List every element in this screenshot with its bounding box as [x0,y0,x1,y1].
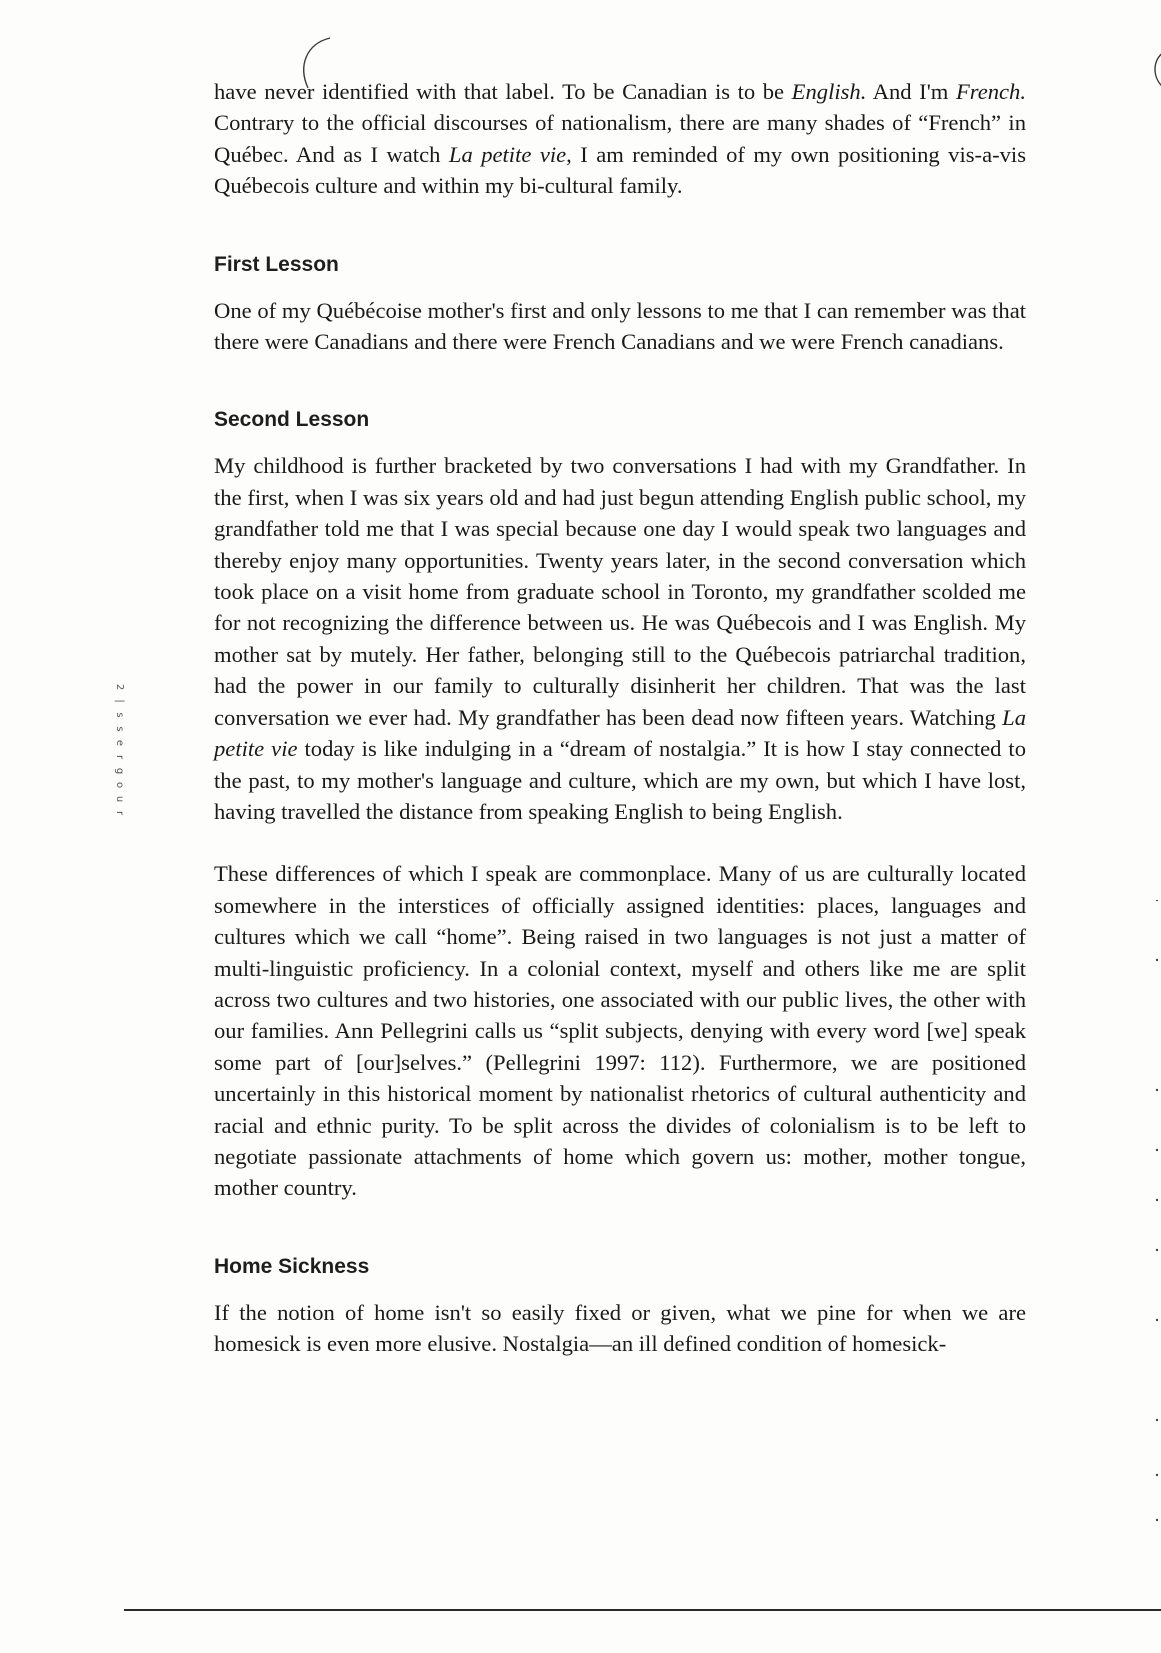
margin-running-head-char: | [114,699,125,703]
intro-segment: , I am reminded of my own positioning vis-a-vis Québecois culture and within my bi-cultural family. [214,141,1026,199]
margin-running-head-char: g [114,767,125,775]
intro-segment: French. [955,79,1026,104]
home-sickness-paragraph: If the notion of home isn't so easily fixed or given, what we pine for when we are homesick is even more elusive. Nostalgia—an ill defined condition of homesick- [214,1299,1026,1357]
intro-segment: La petite vie [448,141,567,167]
intro-paragraph [214,76,1026,202]
scan-edge-specks [1154,900,1160,1580]
second-lesson-paragraph-1 [214,450,1026,827]
heading-home-sickness: Home Sickness [214,1254,370,1278]
text-column [214,76,1026,1360]
intro-segment: And I'm [866,79,956,104]
margin-running-head-char: r [114,810,125,816]
second-lesson-segment: La petite vie [214,704,1026,762]
bottom-rule [124,1609,1161,1611]
margin-running-head-char: s [114,726,125,732]
margin-running-head [112,680,126,820]
second-lesson-segment: My childhood is further bracketed by two conversations I had with my Grandfather. In the first, when I was six years old and had just begun attending English public school, my grandfather told me that I was special because one day I would speak two languages and thereby enjoy many opportunities. Twenty years later, in the second conversation which took place on a visit home from graduate school in Toronto, my grandfather scolded me for not recognizing the difference between us. He was Québecois and I was English. My mother sat by mutely. Her father, belonging still to the Québecois patriarchal tradition, had the power in our family to culturally disinherit her children. That was the last conversation we ever had. My grandfather has been dead now fifteen years. Watching [214,453,1026,730]
intro-segment: English. [791,79,867,104]
margin-running-head-char: o [114,781,125,789]
scan-edge-mark [1148,50,1161,90]
heading-first-lesson: First Lesson [214,252,339,276]
second-lesson-paragraph-2: These differences of which I speak are commonplace. Many of us are culturally located somewhere in the interstices of officially assigned identities: places, languages and cultures which we call “home”. Being raised in two languages is not just a matter of multi-linguistic proficiency. In a colonial context, myself and others like me are split across two cultures and two histories, one associated with our public lives, the other with our families. Ann Pellegrini calls us “split subjects, denying with every word [we] speak some part of [our]selves.” (Pellegrini 1997: 112). Furthermore, we are positioned uncertainly in this historical moment by nationalist rhetorics of cultural authenticity and racial and ethnic purity. To be split across the divides of colonialism is to be left to negotiate passionate attachments of home which govern us: mother, mother tongue, mother country. [214,861,1026,1201]
first-lesson-paragraph: One of my Québécoise mother's first and only lessons to me that I can remember was that there were Canadians and there were French Canadians and we were French canadians. [214,297,1026,355]
margin-running-head-char: e [114,739,125,747]
heading-second-lesson: Second Lesson [214,408,370,432]
margin-running-head-char: 2 [114,683,125,691]
second-lesson-segment: today is like indulging in a “dream of nostalgia.” It is how I stay connected to the past, to my mother's language and culture, which are my own, but which I have lost, having travelled the distance from speaking English to being English. [214,736,1027,824]
intro-segment: have never identified with that label. To be Canadian is to be [214,79,792,104]
margin-running-head-char: u [114,795,125,803]
margin-running-head-char: s [114,712,125,718]
intro-segment: Contrary to the official discourses of nationalism, there are many shades of “French” in Québec. And as I watch [214,110,1026,167]
margin-running-head-char: r [114,754,125,760]
